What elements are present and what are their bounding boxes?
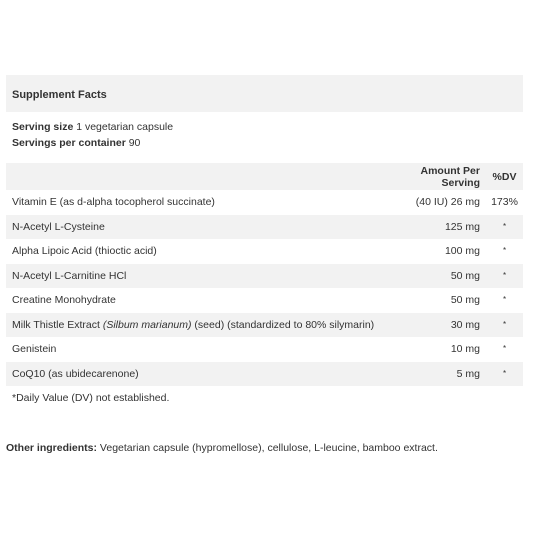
nutrient-dv: * (502, 221, 507, 231)
table-row (6, 215, 523, 240)
nutrient-dv: * (502, 246, 507, 256)
nutrient-dv: * (502, 319, 507, 329)
footnote-row (6, 386, 523, 411)
header-name (6, 163, 399, 190)
nutrient-name: N-Acetyl L-Carnitine HCl (12, 269, 127, 282)
nutrient-name: Vitamin E (as d-alpha tocopherol succinate) (12, 196, 215, 209)
servings-per-container: Servings per container 90 (12, 137, 141, 149)
nutrient-name: Alpha Lipoic Acid (thioctic acid) (12, 245, 157, 258)
nutrient-amount: 30 mg (450, 318, 480, 331)
nutrient-dv: 173% (491, 196, 518, 209)
nutrient-dv: * (502, 368, 507, 378)
nutrient-amount: 50 mg (450, 269, 480, 282)
nutrient-table (6, 163, 523, 411)
nutrient-dv: * (502, 344, 507, 354)
serving-info (6, 112, 523, 152)
nutrient-amount: 5 mg (456, 367, 480, 380)
nutrient-dv: * (502, 270, 507, 280)
other-ingredients-label: Other ingredients: (6, 442, 98, 454)
serving-size: Serving size 1 vegetarian capsule (12, 121, 174, 133)
nutrient-amount: (40 IU) 26 mg (415, 196, 480, 209)
supplement-facts-panel (6, 75, 523, 411)
table-row (6, 239, 523, 264)
nutrient-amount: 125 mg (444, 220, 480, 233)
supplement-facts-title: Supplement Facts (6, 75, 523, 112)
other-ingredients (6, 442, 438, 454)
table-row (6, 337, 523, 362)
nutrient-name: Milk Thistle Extract (Silbum marianum) (seed) (standardized to 80% silymarin) (12, 318, 375, 331)
table-row (6, 190, 523, 215)
nutrient-amount: 50 mg (450, 294, 480, 307)
nutrient-name: Creatine Monohydrate (12, 294, 116, 307)
table-row (6, 264, 523, 289)
table-row (6, 288, 523, 313)
daily-value-footnote: *Daily Value (DV) not established. (12, 392, 170, 405)
nutrient-name: N-Acetyl L-Cysteine (12, 220, 105, 233)
nutrient-amount: 100 mg (444, 245, 480, 258)
table-row (6, 362, 523, 387)
other-ingredients-text: Vegetarian capsule (hypromellose), cellulose, L-leucine, bamboo extract. (97, 442, 438, 454)
nutrient-name: CoQ10 (as ubidecarenone) (12, 367, 139, 380)
nutrient-name: Genistein (12, 343, 57, 356)
header-amount: Amount Per Serving (420, 164, 480, 189)
table-row (6, 313, 523, 338)
nutrient-dv: * (502, 295, 507, 305)
nutrient-amount: 10 mg (450, 343, 480, 356)
header-dv: %DV (492, 170, 517, 183)
table-header-row (6, 163, 523, 190)
